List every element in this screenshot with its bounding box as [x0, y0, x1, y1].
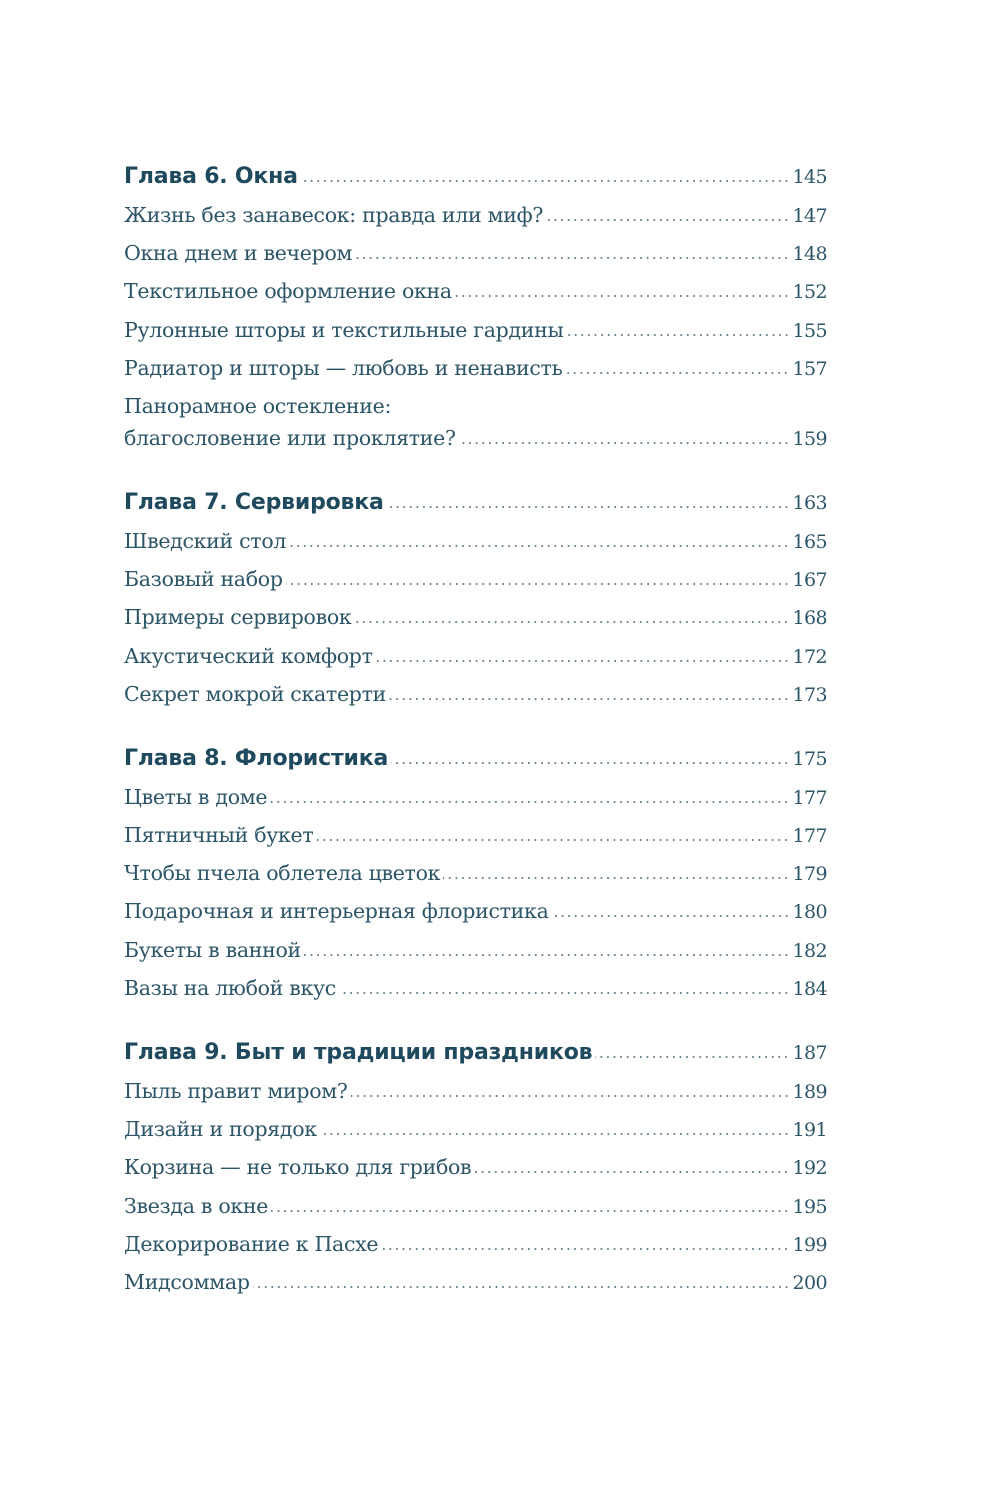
toc-entry[interactable]	[124, 854, 827, 892]
entry-title: Звезда в окне	[124, 1193, 269, 1218]
dot-leader	[270, 801, 789, 803]
entry-title: Шведский стол	[124, 528, 287, 553]
page-number: 192	[792, 1157, 827, 1180]
toc-entry[interactable]	[124, 522, 827, 560]
dot-leader	[459, 442, 790, 444]
page-number: 173	[792, 683, 827, 706]
page-number: 155	[792, 319, 827, 342]
page-number: 177	[792, 786, 827, 809]
dot-leader	[304, 954, 790, 956]
toc-entry[interactable]	[124, 311, 827, 349]
entry-title: Букеты в ванной	[124, 937, 301, 962]
dot-leader	[301, 180, 790, 182]
page-number: 159	[792, 427, 827, 450]
entry-title: Вазы на любой вкус	[124, 975, 336, 1000]
dot-leader	[389, 698, 790, 700]
toc-entry[interactable]	[124, 1225, 827, 1263]
dot-leader	[320, 1133, 790, 1135]
toc-entry[interactable]	[124, 272, 827, 310]
entry-title: Мидсоммар	[124, 1269, 250, 1294]
toc-entry[interactable]	[124, 675, 827, 713]
toc-entry[interactable]	[124, 1072, 827, 1110]
entry-title: Цветы в доме	[124, 784, 268, 809]
dot-leader	[381, 1248, 789, 1250]
entry-title: Рулонные шторы и текстильные гардины	[124, 317, 564, 342]
dot-leader	[354, 621, 789, 623]
entry-title: Подарочная и интерьерная флористика	[124, 899, 549, 924]
entry-title-line-2: благословение или проклятие?	[124, 425, 456, 450]
page-number: 177	[792, 825, 827, 848]
entry-title: Окна днем и вечером	[124, 241, 353, 266]
dot-leader	[546, 219, 790, 221]
chapter-heading[interactable]	[124, 740, 827, 778]
toc-entry[interactable]	[124, 892, 827, 930]
toc-entry[interactable]	[124, 349, 827, 387]
page-number: 200	[792, 1271, 827, 1294]
dot-leader	[474, 1171, 789, 1173]
page-number: 175	[792, 747, 827, 770]
chapter-heading[interactable]	[124, 1034, 827, 1072]
toc-entry[interactable]	[124, 560, 827, 598]
dot-leader	[339, 992, 790, 994]
entry-title: Дизайн и порядок	[124, 1117, 317, 1142]
entry-title: Базовый набор	[124, 567, 283, 592]
page-number: 180	[792, 901, 827, 924]
dot-leader	[387, 506, 790, 508]
page-number: 145	[792, 166, 827, 188]
page-number: 191	[792, 1119, 827, 1142]
entry-title: Декорирование к Пасхе	[124, 1231, 379, 1256]
dot-leader	[391, 762, 789, 764]
toc-entry[interactable]	[124, 1187, 827, 1225]
toc-entry[interactable]	[124, 387, 827, 457]
dot-leader	[552, 915, 790, 917]
entry-title-line-1: Панорамное остекление:	[124, 393, 392, 418]
dot-leader	[271, 1210, 789, 1212]
dot-leader	[455, 295, 790, 297]
dot-leader	[565, 372, 789, 374]
entry-title: Корзина — не только для грибов	[124, 1155, 472, 1180]
dot-leader	[286, 583, 790, 585]
dot-leader	[253, 1286, 790, 1288]
chapter-title: Глава 6. Окна	[124, 164, 298, 189]
toc-entry[interactable]	[124, 816, 827, 854]
page-number: 189	[792, 1081, 827, 1103]
entry-title: Жизнь без занавесок: правда или миф?	[124, 203, 544, 227]
entry-title: Пятничный букет	[124, 823, 314, 848]
page-number: 172	[792, 645, 827, 668]
chapter-heading[interactable]	[124, 158, 827, 196]
entry-title: Радиатор и шторы — любовь и ненависть	[124, 355, 563, 380]
dot-leader	[355, 257, 789, 259]
toc-entry[interactable]	[124, 196, 827, 234]
page-number: 179	[792, 863, 827, 886]
page-number: 147	[792, 205, 827, 227]
chapter-8	[124, 740, 827, 1007]
entry-title: Чтобы пчела облетела цветок	[124, 861, 441, 886]
toc-entry[interactable]	[124, 234, 827, 272]
dot-leader	[376, 660, 790, 662]
toc-entry[interactable]	[124, 931, 827, 969]
page-number: 163	[792, 491, 827, 514]
chapter-6	[124, 158, 827, 457]
page-number: 184	[792, 977, 827, 1000]
entry-title: Текстильное оформление окна	[124, 279, 452, 304]
chapter-9	[124, 1034, 827, 1301]
chapter-title: Глава 9. Быт и традиции праздников	[124, 1040, 593, 1065]
page-number: 168	[792, 607, 827, 630]
toc-entry[interactable]	[124, 1110, 827, 1148]
dot-leader	[289, 545, 789, 547]
toc-entry[interactable]	[124, 598, 827, 636]
page-number: 199	[792, 1233, 827, 1256]
toc-entry[interactable]	[124, 969, 827, 1007]
page-number: 148	[792, 243, 827, 266]
page-number: 195	[792, 1195, 827, 1218]
dot-leader	[567, 334, 790, 336]
page-number: 165	[792, 530, 827, 553]
toc-entry[interactable]	[124, 778, 827, 816]
table-of-contents	[124, 158, 827, 1301]
entry-title: Секрет мокрой скатерти	[124, 681, 387, 706]
page-number: 152	[792, 281, 827, 304]
page-number: 167	[792, 569, 827, 592]
dot-leader	[443, 877, 789, 879]
chapter-title: Глава 8. Флористика	[124, 745, 389, 771]
toc-entry[interactable]	[124, 1263, 827, 1301]
page-number: 187	[792, 1042, 827, 1064]
page-number: 157	[792, 357, 827, 380]
toc-entry[interactable]	[124, 1148, 827, 1186]
chapter-title: Глава 7. Сервировка	[124, 489, 384, 515]
entry-title: Акустический комфорт	[124, 643, 373, 668]
toc-entry[interactable]	[124, 637, 827, 675]
entry-title: Примеры сервировок	[124, 605, 352, 630]
page-number: 182	[792, 939, 827, 962]
dot-leader	[316, 839, 789, 841]
chapter-7	[124, 484, 827, 713]
entry-title: Пыль правит миром?	[124, 1079, 348, 1103]
chapter-heading[interactable]	[124, 484, 827, 522]
dot-leader	[595, 1056, 789, 1058]
dot-leader	[351, 1095, 790, 1097]
